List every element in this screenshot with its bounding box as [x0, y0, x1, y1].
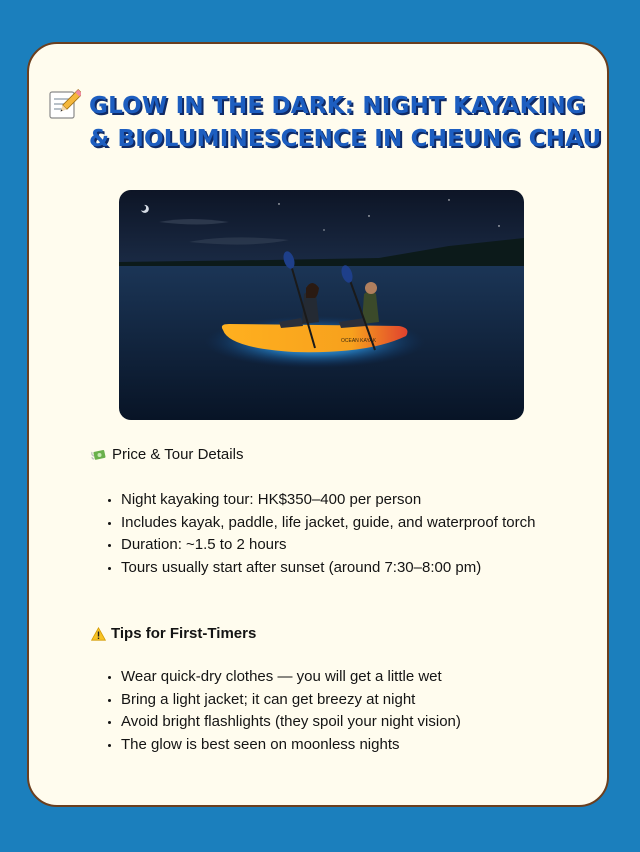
page-title: GLOW IN THE DARK: NIGHT KAYAKING & BIOLUMINESCENCE IN CHEUNG CHAU: [89, 93, 602, 152]
kayak-label: OCEAN KAYAK: [341, 338, 377, 344]
list-item: • Bring a light jacket; it can get breezy at night: [121, 689, 461, 712]
warning-icon: [91, 627, 106, 641]
price-section-heading-text: Price & Tour Details: [112, 446, 244, 463]
tips-section-heading-text: Tips for First-Timers: [111, 625, 257, 642]
memo-pencil-icon: [47, 87, 81, 121]
kayak-photo: [119, 190, 524, 420]
list-item: • Wear quick-dry clothes — you will get a little wet: [121, 666, 461, 689]
list-item: • Duration: ~1.5 to 2 hours: [121, 534, 535, 557]
list-item: • Tours usually start after sunset (around 7:30–8:00 pm): [121, 557, 535, 580]
list-item: • Night kayaking tour: HK$350–400 per person: [121, 489, 535, 512]
tips-section-heading: [91, 625, 256, 642]
list-item: • Includes kayak, paddle, life jacket, guide, and waterproof torch: [121, 512, 535, 535]
tips-list: [103, 666, 461, 756]
price-section-heading: [91, 446, 243, 463]
list-item: • The glow is best seen on moonless nights: [121, 734, 461, 757]
list-item: • Avoid bright flashlights (they spoil your night vision): [121, 711, 461, 734]
money-with-wings-icon: [91, 448, 107, 462]
article-card: [27, 42, 609, 807]
price-details-list: [103, 489, 535, 579]
